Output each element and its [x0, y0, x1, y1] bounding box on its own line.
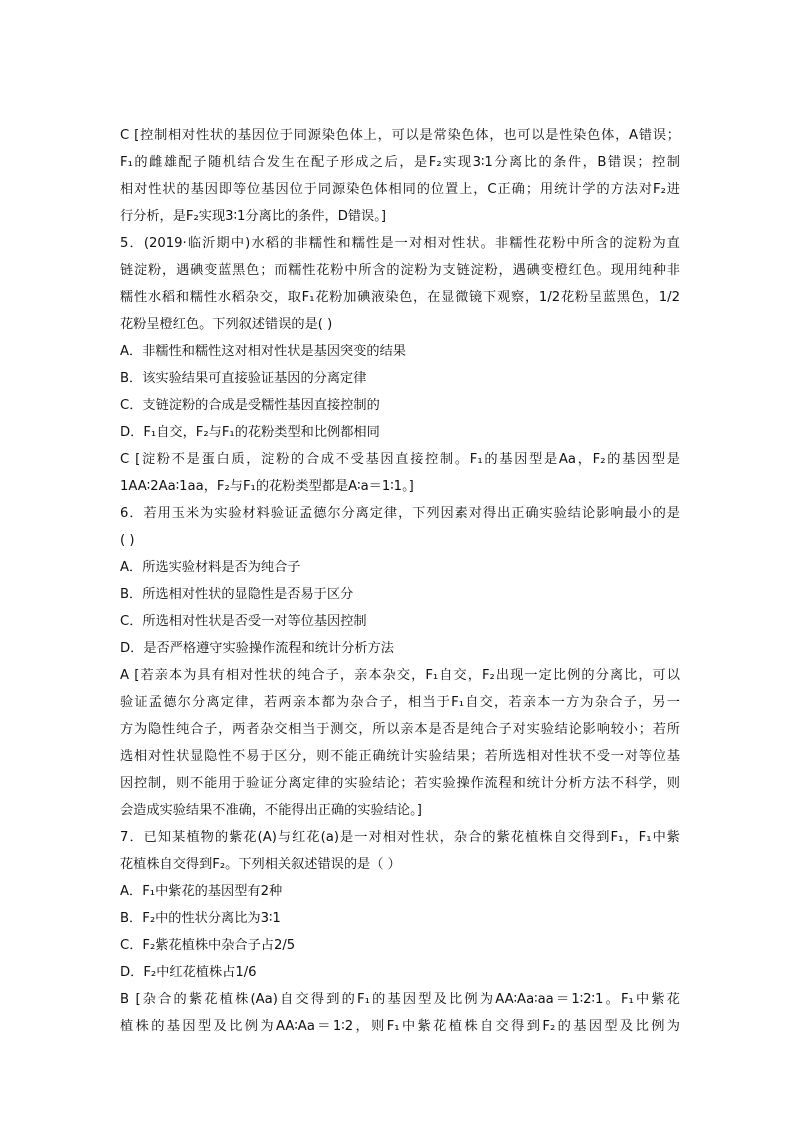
- ans5-line: 1AA∶2Aa∶1aa，F₂与F₁的花粉类型都是A∶a＝1∶1。]: [120, 479, 414, 494]
- ans7-line: 植株的基因型及比例为AA∶Aa＝1∶2，则F₁中紫花植株自交得到F₂的基因型及比例为: [120, 1019, 680, 1034]
- q5opts-line: B．该实验结果可直接验证基因的分离定律: [120, 371, 367, 386]
- ans7-line: B [杂合的紫花植株(Aa)自交得到的F₁的基因型及比例为AA∶Aa∶aa＝1∶2∶1。F₁中紫花: [120, 992, 680, 1007]
- q6opts-line: D．是否严格遵守实验操作流程和统计分析方法: [120, 641, 394, 656]
- q5opts-line: A．非糯性和糯性这对相对性状是基因突变的结果: [120, 344, 406, 359]
- q7opts-line: D．F₂中红花植株占1/6: [120, 965, 257, 980]
- q6-line: ( ): [120, 533, 135, 548]
- ans6-line: 方为隐性纯合子，两者杂交相当于测交，所以亲本是否是纯合子对实验结论影响较小；若所: [120, 722, 680, 737]
- ans6-line: 验证孟德尔分离定律，若两亲本都为杂合子，相当于F₁自交，若亲本一方为杂合子，另一: [120, 695, 680, 710]
- q5opts-line: C．支链淀粉的合成是受糯性基因直接控制的: [120, 398, 380, 413]
- ans6-line: 选相对性状显隐性不易于区分，则不能正确统计实验结果；若所选相对性状不受一对等位基: [120, 749, 680, 764]
- q7-line: 花植株自交得到F₂。下列相关叙述错误的是（ ）: [120, 857, 401, 872]
- q7opts-line: C．F₂紫花植株中杂合子占2/5: [120, 938, 296, 953]
- ans4-line: 相对性状的基因即等位基因位于同源染色体相同的位置上，C正确；用统计学的方法对F₂进: [120, 182, 680, 197]
- q7-line: 7．已知某植物的紫花(A)与红花(a)是一对相对性状，杂合的紫花植株自交得到F₁，F₁中紫: [120, 830, 680, 845]
- q5opts-line: D．F₁自交，F₂与F₁的花粉类型和比例都相同: [120, 425, 380, 440]
- q5-line: 5．(2019·临沂期中)水稻的非糯性和糯性是一对相对性状。非糯性花粉中所含的淀粉为直: [120, 236, 680, 251]
- ans6-line: 因控制，则不能用于验证分离定律的实验结论；若实验操作流程和统计分析方法不科学，则: [120, 776, 680, 791]
- ans4-line: F₁的雌雄配子随机结合发生在配子形成之后，是F₂实现3∶1分离比的条件，B错误；控制: [120, 155, 680, 170]
- ans5-line: C [淀粉不是蛋白质，淀粉的合成不受基因直接控制。F₁的基因型是Aa，F₂的基因型是: [120, 452, 680, 467]
- ans6-line: 会造成实验结果不准确，不能得出正确的实验结论。]: [120, 803, 422, 818]
- q5-line: 链淀粉，遇碘变蓝黑色；而糯性花粉中所含的淀粉为支链淀粉，遇碘变橙红色。现用纯种非: [120, 263, 680, 278]
- q5-line: 花粉呈橙红色。下列叙述错误的是( ): [120, 317, 333, 332]
- q6opts-line: C．所选相对性状是否受一对等位基因控制: [120, 614, 367, 629]
- q6opts-line: A．所选实验材料是否为纯合子: [120, 560, 301, 575]
- q7opts-line: A．F₁中紫花的基因型有2种: [120, 884, 283, 899]
- q5-line: 糯性水稻和糯性水稻杂交，取F₁花粉加碘液染色，在显微镜下观察，1/2花粉呈蓝黑色，1/2: [120, 290, 680, 305]
- ans4-line: C [控制相对性状的基因位于同源染色体上，可以是常染色体，也可以是性染色体，A错误；: [120, 128, 680, 143]
- q7opts-line: B．F₂中的性状分离比为3∶1: [120, 911, 281, 926]
- ans4-line: 行分析，是F₂实现3∶1分离比的条件，D错误。]: [120, 209, 386, 224]
- q6-line: 6．若用玉米为实验材料验证孟德尔分离定律，下列因素对得出正确实验结论影响最小的是: [120, 506, 680, 521]
- ans6-line: A [若亲本为具有相对性状的纯合子，亲本杂交，F₁自交，F₂出现一定比例的分离比，可以: [120, 668, 680, 683]
- q6opts-line: B．所选相对性状的显隐性是否易于区分: [120, 587, 354, 602]
